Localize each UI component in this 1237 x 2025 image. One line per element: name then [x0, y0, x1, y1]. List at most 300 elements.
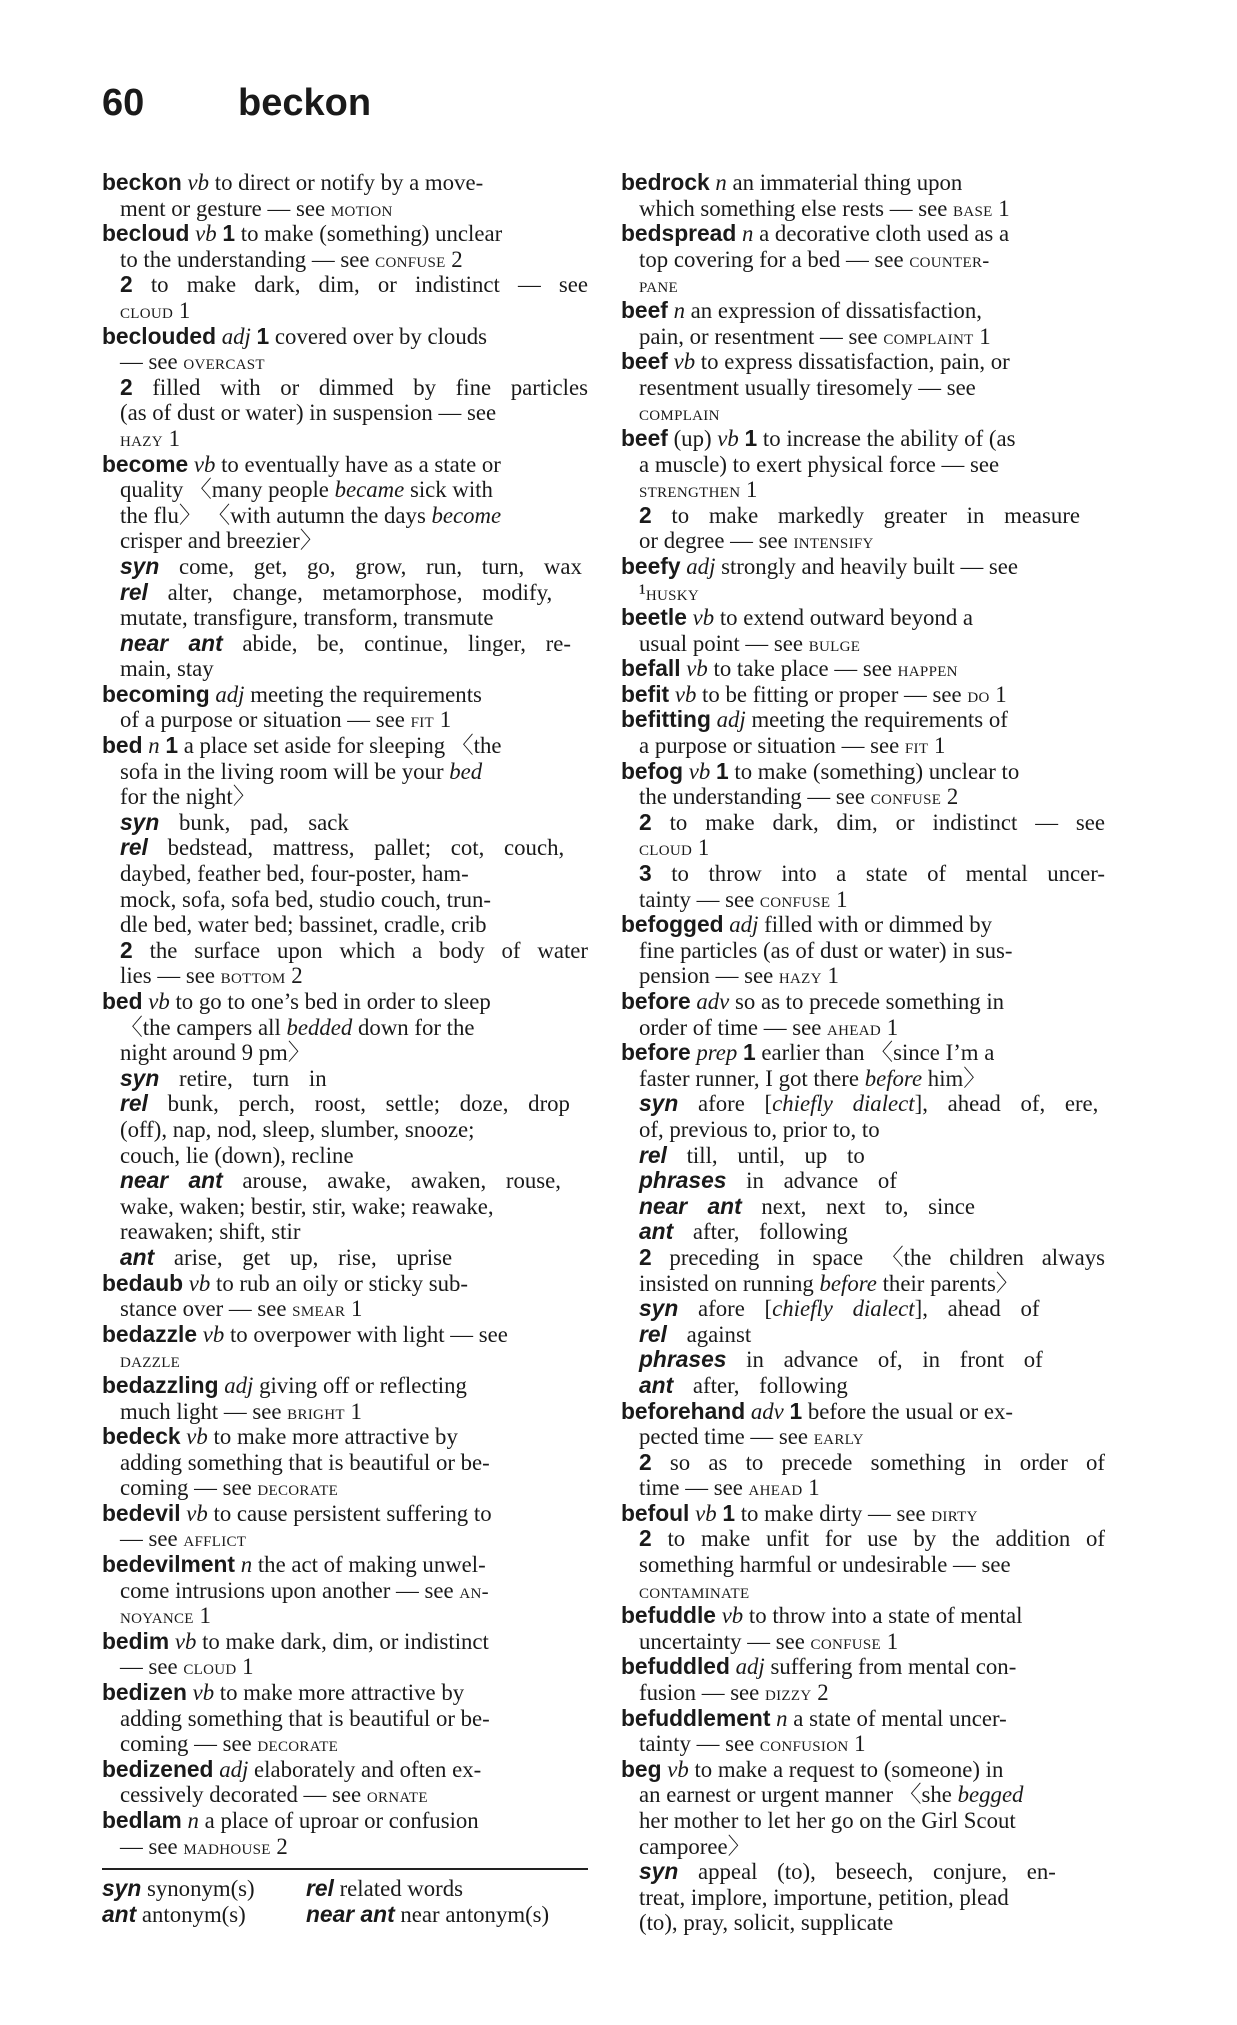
text-run: 1: [881, 1014, 899, 1040]
dictionary-line: [621, 1296, 1105, 1322]
cross-reference: ahead: [748, 1476, 803, 1501]
cross-reference: hazy: [778, 964, 822, 989]
dictionary-line: [102, 631, 588, 657]
dictionary-line: [621, 1271, 1105, 1297]
text-run: a place set aside for sleeping 〈the: [178, 733, 502, 759]
part-of-speech: chiefly dialect: [772, 1091, 915, 1117]
text-run: to be fitting or proper — see: [696, 681, 968, 707]
headword: beetle: [621, 605, 687, 631]
text-run: night around 9 pm〉: [120, 1040, 311, 1066]
text-run: a purpose or situation — see: [639, 733, 905, 759]
headword: bedevil: [102, 1500, 181, 1526]
text-run: treat, implore, importune, petition, plead: [639, 1884, 1009, 1910]
dictionary-line: [621, 1680, 1105, 1706]
cross-reference: cloud: [120, 298, 174, 323]
dictionary-line: [102, 1629, 588, 1655]
dictionary-line: [621, 1603, 1105, 1629]
part-of-speech: vb: [717, 425, 739, 451]
text-run: down for the: [352, 1014, 475, 1040]
text-run: 1: [236, 1654, 254, 1680]
legend-text: synonym(s): [141, 1876, 255, 1901]
cross-reference: madhouse: [183, 1834, 271, 1859]
dictionary-line: [621, 1629, 1105, 1655]
part-of-speech: vb: [187, 170, 210, 195]
part-of-speech: vb: [192, 1680, 215, 1706]
part-of-speech: chiefly dialect: [772, 1296, 915, 1322]
dictionary-line: [102, 784, 588, 810]
dictionary-line: [102, 1680, 588, 1706]
dictionary-line: [102, 1066, 588, 1092]
dictionary-line: [621, 1757, 1105, 1783]
text-run: appeal (to), beseech, conjure, en-: [678, 1859, 1056, 1885]
text-run: to the understanding — see: [120, 246, 376, 272]
text-run: 1: [821, 963, 839, 989]
part-of-speech: vb: [186, 1424, 208, 1450]
text-run: pected time — see: [639, 1424, 814, 1450]
text-run: abide, be, continue, linger, re-: [222, 630, 571, 656]
text-run: — see: [120, 349, 184, 375]
part-of-speech: vb: [186, 1500, 208, 1526]
text-run: tainty — see: [639, 1731, 760, 1757]
dictionary-line: [621, 707, 1105, 733]
dictionary-line: [102, 1654, 588, 1680]
text-run: to make more attractive by: [214, 1680, 465, 1706]
dictionary-line: [621, 605, 1105, 631]
dictionary-line: [102, 1603, 588, 1629]
dictionary-line: [102, 1168, 588, 1194]
text-run: dle bed, water bed; bassinet, cradle, crib: [120, 912, 487, 938]
sense-number: 2: [120, 272, 133, 298]
text-run: to make dark, dim, or indistinct — see: [651, 809, 1105, 835]
dictionary-line: [621, 580, 1105, 606]
legend-abbr: syn: [102, 1875, 142, 1901]
text-run: an immaterial thing upon: [726, 170, 963, 195]
dictionary-line: [621, 656, 1105, 682]
part-of-speech: vb: [674, 681, 697, 707]
legend-divider: [102, 1868, 588, 1870]
part-of-speech: adv: [696, 989, 730, 1014]
dictionary-line: [621, 1219, 1105, 1245]
dictionary-line: [102, 426, 588, 452]
text-run: much light — see: [120, 1398, 288, 1424]
dictionary-line: [621, 1910, 1105, 1936]
cross-reference: husky: [645, 580, 700, 605]
dictionary-line: [102, 554, 588, 580]
dictionary-line: [621, 1475, 1105, 1501]
legend-row: [102, 1902, 588, 1928]
text-run: to throw into a state of mental: [743, 1603, 1023, 1629]
usage-label: near ant: [120, 630, 223, 656]
part-of-speech: bed: [449, 758, 483, 784]
headword: bedazzling: [102, 1372, 219, 1398]
headword: bedlam: [102, 1808, 182, 1833]
dictionary-line: [621, 221, 1105, 247]
dictionary-line: [621, 1859, 1105, 1885]
dictionary-line: [621, 1373, 1105, 1399]
text-run: filled with or dimmed by: [758, 912, 993, 938]
cross-reference: dirty: [931, 1501, 978, 1526]
dictionary-line: [102, 1808, 588, 1834]
dictionary-line: [102, 221, 588, 247]
dictionary-line: [102, 1399, 588, 1425]
cross-reference: fit: [904, 734, 929, 759]
dictionary-line: [102, 861, 588, 887]
text-run: 1: [992, 195, 1010, 221]
headword: bedim: [102, 1628, 170, 1654]
text-run: quality 〈many people: [120, 477, 335, 503]
dictionary-line: [102, 605, 588, 631]
dictionary-line: [102, 1117, 588, 1143]
dictionary-line: [102, 1271, 588, 1297]
usage-label: rel: [639, 1142, 667, 1168]
text-run: crisper and breezier〉: [120, 528, 323, 554]
part-of-speech: adj: [224, 1372, 254, 1398]
part-of-speech: adj: [686, 553, 716, 579]
cross-reference: complain: [639, 401, 720, 426]
cross-reference: strengthen: [639, 478, 741, 503]
dictionary-line: [102, 477, 588, 503]
text-run: cessively decorated — see: [120, 1782, 367, 1808]
part-of-speech: vb: [692, 605, 715, 631]
part-of-speech: begged: [957, 1782, 1024, 1808]
dictionary-line: [621, 759, 1105, 785]
text-run: to eventually have as a state or: [215, 451, 501, 477]
dictionary-line: [102, 1322, 588, 1348]
dictionary-line: [621, 1654, 1105, 1680]
dictionary-line: [102, 1245, 588, 1271]
part-of-speech: vb: [695, 1500, 717, 1526]
dictionary-line: [621, 1578, 1105, 1604]
text-run: coming — see: [120, 1731, 258, 1757]
part-of-speech: bedded: [286, 1014, 353, 1040]
dictionary-line: [102, 1040, 588, 1066]
dictionary-line: [102, 656, 588, 682]
text-run: come, get, go, grow, run, turn, wax: [159, 553, 582, 579]
text-run: filled with or dimmed by fine particles: [132, 374, 588, 400]
text-run: which something else rests — see: [639, 195, 954, 221]
text-run: for the night〉: [120, 784, 256, 810]
dictionary-line: [621, 835, 1105, 861]
text-run: 1: [973, 323, 991, 349]
text-run: — see: [120, 1526, 184, 1552]
part-of-speech: n: [673, 297, 685, 323]
text-run: 1: [740, 477, 758, 503]
text-run: suffering from mental con-: [764, 1654, 1017, 1680]
cross-reference: confuse: [375, 247, 446, 272]
dictionary-line: [102, 887, 588, 913]
dictionary-line: [621, 1347, 1105, 1373]
text-run: main, stay: [120, 656, 214, 682]
text-run: coming — see: [120, 1475, 258, 1501]
text-run: the act of making unwel-: [252, 1552, 486, 1578]
dictionary-line: [621, 1526, 1105, 1552]
headword: beckon: [102, 170, 182, 195]
text-run: their parents〉: [876, 1270, 1019, 1296]
dictionary-line: [102, 810, 588, 836]
usage-label: rel: [120, 835, 148, 861]
part-of-speech: vb: [174, 1628, 197, 1654]
sense-number: 1: [743, 1040, 756, 1066]
text-run: 1: [802, 1475, 820, 1501]
text-run: reawaken; shift, stir: [120, 1219, 301, 1245]
usage-label: syn: [120, 809, 160, 835]
usage-label: phrases: [639, 1347, 727, 1373]
text-run: ], ahead of: [914, 1296, 1040, 1322]
dictionary-line: [102, 1194, 588, 1220]
text-run: mutate, transfigure, transform, transmute: [120, 605, 494, 631]
usage-label: rel: [639, 1321, 667, 1347]
dictionary-line: [621, 554, 1105, 580]
text-run: to throw into a state of mental uncer-: [651, 861, 1105, 887]
dictionary-line: [621, 861, 1105, 887]
legend-abbr: ant: [102, 1900, 137, 1927]
sense-number: 1: [722, 1500, 736, 1526]
text-run: bunk, pad, sack: [159, 809, 349, 835]
text-run: mock, sofa, sofa bed, studio couch, trun-: [120, 886, 491, 912]
usage-label: syn: [639, 1091, 679, 1117]
text-run: to make dark, dim, or indistinct — see: [132, 272, 588, 298]
sense-number: 2: [639, 1449, 652, 1475]
cross-reference: dizzy: [765, 1681, 812, 1706]
sense-number: 1: [744, 425, 758, 451]
sense-number: 2: [120, 374, 133, 400]
text-run: sick with: [404, 477, 493, 503]
dictionary-line: [102, 375, 588, 401]
text-run: 2: [270, 1833, 288, 1859]
text-run: before the usual or ex-: [802, 1398, 1013, 1424]
headword: bedizen: [102, 1680, 187, 1706]
dictionary-line: [102, 503, 588, 529]
cross-reference: bulge: [808, 631, 861, 656]
dictionary-line: [102, 1296, 588, 1322]
headword: beforehand: [621, 1398, 746, 1424]
part-of-speech: n: [187, 1808, 199, 1833]
part-of-speech: vb: [673, 349, 696, 375]
usage-label: rel: [120, 1091, 148, 1117]
sense-number: 1: [165, 733, 179, 759]
dictionary-line: [102, 1834, 588, 1860]
text-run: a state of mental uncer-: [787, 1705, 1007, 1731]
text-run: the understanding — see: [639, 784, 871, 810]
usage-label: rel: [120, 579, 148, 605]
text-run: against: [666, 1321, 752, 1347]
cross-reference: confuse: [870, 785, 942, 810]
cross-reference: do: [967, 682, 990, 707]
text-run: next, next to, since: [741, 1193, 975, 1219]
text-run: (off), nap, nod, sleep, slumber, snooze;: [120, 1116, 475, 1142]
dictionary-line: [621, 682, 1105, 708]
text-run: the surface upon which a body of water: [132, 937, 588, 963]
cross-reference: confuse: [810, 1629, 881, 1654]
text-run: of, previous to, prior to, to: [639, 1116, 880, 1142]
dictionary-line: [621, 272, 1105, 298]
text-run: arouse, awake, awaken, rouse,: [222, 1168, 561, 1194]
cross-reference: bright: [287, 1399, 345, 1424]
cross-reference: cloud: [183, 1655, 237, 1680]
dictionary-line: [102, 170, 588, 196]
sense-number: 2: [639, 502, 652, 528]
cross-reference: complaint: [883, 324, 974, 349]
text-run: after, following: [673, 1219, 848, 1245]
text-run: lies — see: [120, 963, 221, 989]
dictionary-line: [102, 1424, 588, 1450]
abbreviation-legend: [102, 1876, 588, 1927]
dictionary-line: [621, 1040, 1105, 1066]
dictionary-line: [621, 503, 1105, 529]
text-run: fusion — see: [639, 1680, 765, 1706]
text-run: order of time — see: [639, 1014, 828, 1040]
headword: befuddlement: [621, 1705, 771, 1731]
text-run: (as of dust or water) in suspension — see: [120, 400, 497, 426]
cross-reference: noyance: [120, 1604, 194, 1629]
dictionary-line: [621, 1143, 1105, 1169]
headword: before: [621, 989, 691, 1014]
headword: beg: [621, 1756, 662, 1782]
headword: bed: [102, 989, 143, 1014]
text-run: to make dark, dim, or indistinct: [196, 1628, 489, 1654]
text-run: pain, or resentment — see: [639, 323, 884, 349]
part-of-speech: n: [148, 733, 160, 759]
sense-number: 1: [222, 221, 236, 247]
cross-reference: dazzle: [120, 1348, 181, 1373]
headword: befuddled: [621, 1654, 730, 1680]
dictionary-line: [621, 1091, 1105, 1117]
dictionary-line: [621, 1450, 1105, 1476]
usage-label: ant: [639, 1372, 674, 1398]
text-run: an earnest or urgent manner 〈she: [639, 1782, 958, 1808]
text-run: insisted on running: [639, 1270, 820, 1296]
dictionary-line: [621, 1117, 1105, 1143]
dictionary-line: [621, 1885, 1105, 1911]
dictionary-line: [102, 1782, 588, 1808]
dictionary-line: [621, 324, 1105, 350]
text-run: come intrusions upon another — see: [120, 1577, 460, 1603]
dictionary-line: [102, 324, 588, 350]
headword: before: [621, 1040, 691, 1066]
dictionary-line: [621, 1322, 1105, 1348]
dictionary-line: [621, 375, 1105, 401]
legend-text: antonym(s): [136, 1901, 246, 1927]
text-run: so as to precede something in: [729, 989, 1005, 1014]
dictionary-line: [102, 1091, 588, 1117]
dictionary-line: [102, 400, 588, 426]
part-of-speech: vb: [202, 1321, 225, 1347]
text-run: a decorative cloth used as a: [753, 221, 1010, 247]
text-run: 1: [434, 707, 452, 733]
dictionary-line: [621, 1706, 1105, 1732]
text-run: 2: [285, 963, 303, 989]
cross-reference: intensify: [793, 529, 874, 554]
headword: befitting: [621, 707, 711, 733]
left-column: [102, 170, 588, 1859]
text-run: to cause persistent suffering to: [207, 1500, 492, 1526]
part-of-speech: became: [334, 477, 405, 503]
cross-reference: afflict: [183, 1527, 247, 1552]
text-run: ¹: [639, 579, 646, 605]
usage-label: syn: [120, 553, 160, 579]
text-run: 1: [345, 1296, 363, 1322]
dictionary-line: [102, 349, 588, 375]
text-run: a place of uproar or confusion: [198, 1808, 479, 1833]
part-of-speech: n: [776, 1705, 788, 1731]
text-run: 〈the campers all: [120, 1014, 287, 1040]
usage-label: near ant: [639, 1193, 742, 1219]
cross-reference: contaminate: [639, 1578, 750, 1603]
dictionary-line: [102, 298, 588, 324]
text-run: ], ahead of, ere,: [914, 1091, 1099, 1117]
headword: becoming: [102, 681, 210, 707]
dictionary-line: [102, 1475, 588, 1501]
cross-reference: happen: [897, 657, 958, 682]
cross-reference: an-: [459, 1578, 489, 1603]
dictionary-line: [102, 580, 588, 606]
headword: befuddle: [621, 1603, 716, 1629]
text-run: arise, get up, rise, uprise: [154, 1244, 453, 1270]
sense-number: 2: [639, 1526, 652, 1552]
text-run: elaborately and often ex-: [248, 1756, 482, 1782]
text-run: alter, change, metamorphose, modify,: [147, 579, 553, 605]
text-run: to express dissatisfaction, pain, or: [695, 349, 1010, 375]
dictionary-line: [621, 784, 1105, 810]
cross-reference: early: [813, 1425, 864, 1450]
dictionary-line: [621, 1731, 1105, 1757]
text-run: afore [: [678, 1296, 773, 1322]
cross-reference: counter-: [909, 247, 990, 272]
headword: becloud: [102, 221, 190, 247]
dictionary-line: [102, 912, 588, 938]
dictionary-line: [621, 452, 1105, 478]
text-run: (to), pray, solicit, supplicate: [639, 1910, 894, 1936]
part-of-speech: vb: [188, 1270, 211, 1296]
text-run: meeting the requirements of: [745, 707, 1008, 733]
text-run: wake, waken; bestir, stir, wake; reawake,: [120, 1193, 494, 1219]
dictionary-line: [102, 1731, 588, 1757]
usage-label: ant: [639, 1219, 674, 1245]
text-run: to make markedly greater in measure: [651, 502, 1081, 528]
text-run: 1: [989, 681, 1007, 707]
text-run: the flu〉 〈with autumn the days: [120, 502, 432, 528]
text-run: pension — see: [639, 963, 779, 989]
text-run: sofa in the living room will be your: [120, 758, 450, 784]
dictionary-line: [102, 1143, 588, 1169]
text-run: or degree — see: [639, 528, 794, 554]
text-run: faster runner, I got there: [639, 1065, 865, 1091]
text-run: to make unfit for use by the addition of: [651, 1526, 1105, 1552]
text-run: in advance of, in front of: [726, 1347, 1043, 1373]
dictionary-line: [102, 1706, 588, 1732]
dictionary-line: [621, 477, 1105, 503]
dictionary-line: [102, 1450, 588, 1476]
text-run: in advance of: [726, 1168, 897, 1194]
sense-number: 3: [639, 861, 652, 887]
sense-number: 1: [715, 758, 729, 784]
text-run: — see: [120, 1833, 184, 1859]
text-run: a muscle) to exert physical force — see: [639, 451, 1000, 477]
text-run: to make dirty — see: [735, 1500, 932, 1526]
dictionary-line: [621, 1552, 1105, 1578]
sense-number: 1: [256, 323, 270, 349]
part-of-speech: n: [715, 170, 727, 195]
headword: befog: [621, 758, 684, 784]
part-of-speech: before: [864, 1065, 923, 1091]
dictionary-line: [621, 298, 1105, 324]
text-run: to make a request to (someone) in: [688, 1756, 1004, 1782]
text-run: meeting the requirements: [244, 681, 482, 707]
text-run: after, following: [673, 1372, 848, 1398]
text-run: adding something that is beautiful or be-: [120, 1705, 490, 1731]
dictionary-line: [102, 938, 588, 964]
dictionary-line: [621, 733, 1105, 759]
